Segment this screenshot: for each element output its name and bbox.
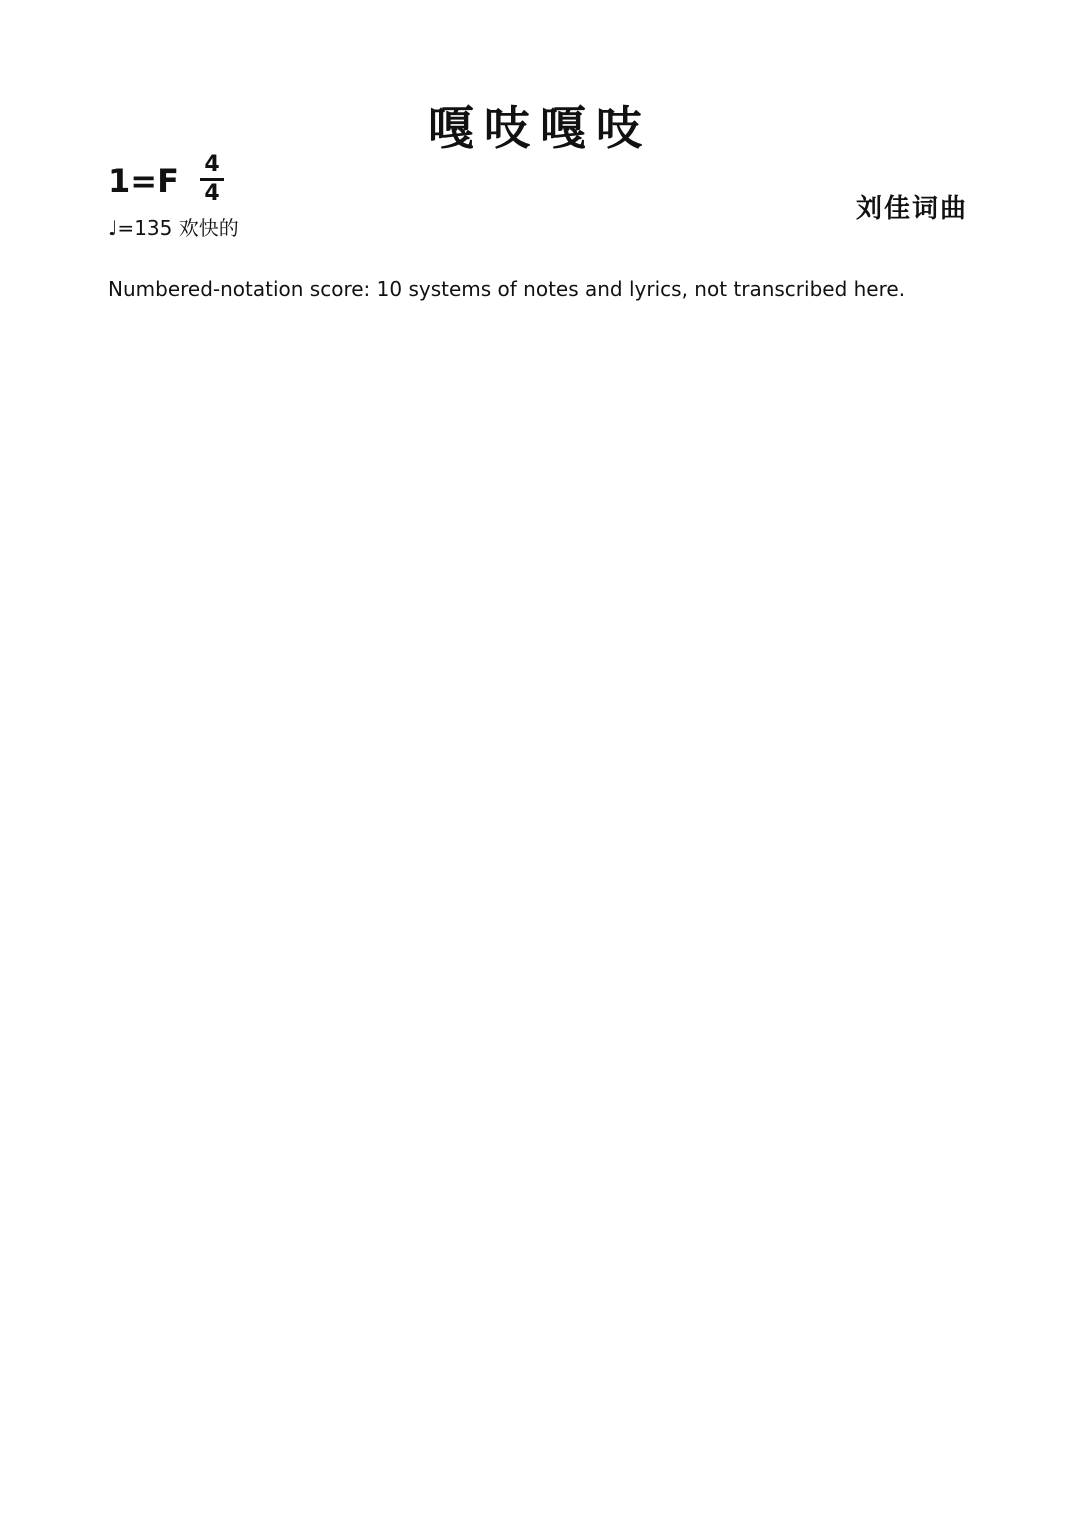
composer-credit: 刘佳词曲 [855, 194, 968, 224]
time-sig-numerator: 4 [204, 152, 220, 177]
key-signature: 1=F [108, 162, 179, 200]
time-sig-denominator: 4 [204, 181, 220, 206]
tempo-marking: ♩=135 欢快的 [108, 216, 239, 240]
score-summary: Numbered-notation score: 10 systems of notes and lyrics, not transcribed here. [108, 277, 906, 301]
time-signature [198, 152, 226, 207]
song-title: 嘎吱嘎吱 [428, 101, 652, 155]
